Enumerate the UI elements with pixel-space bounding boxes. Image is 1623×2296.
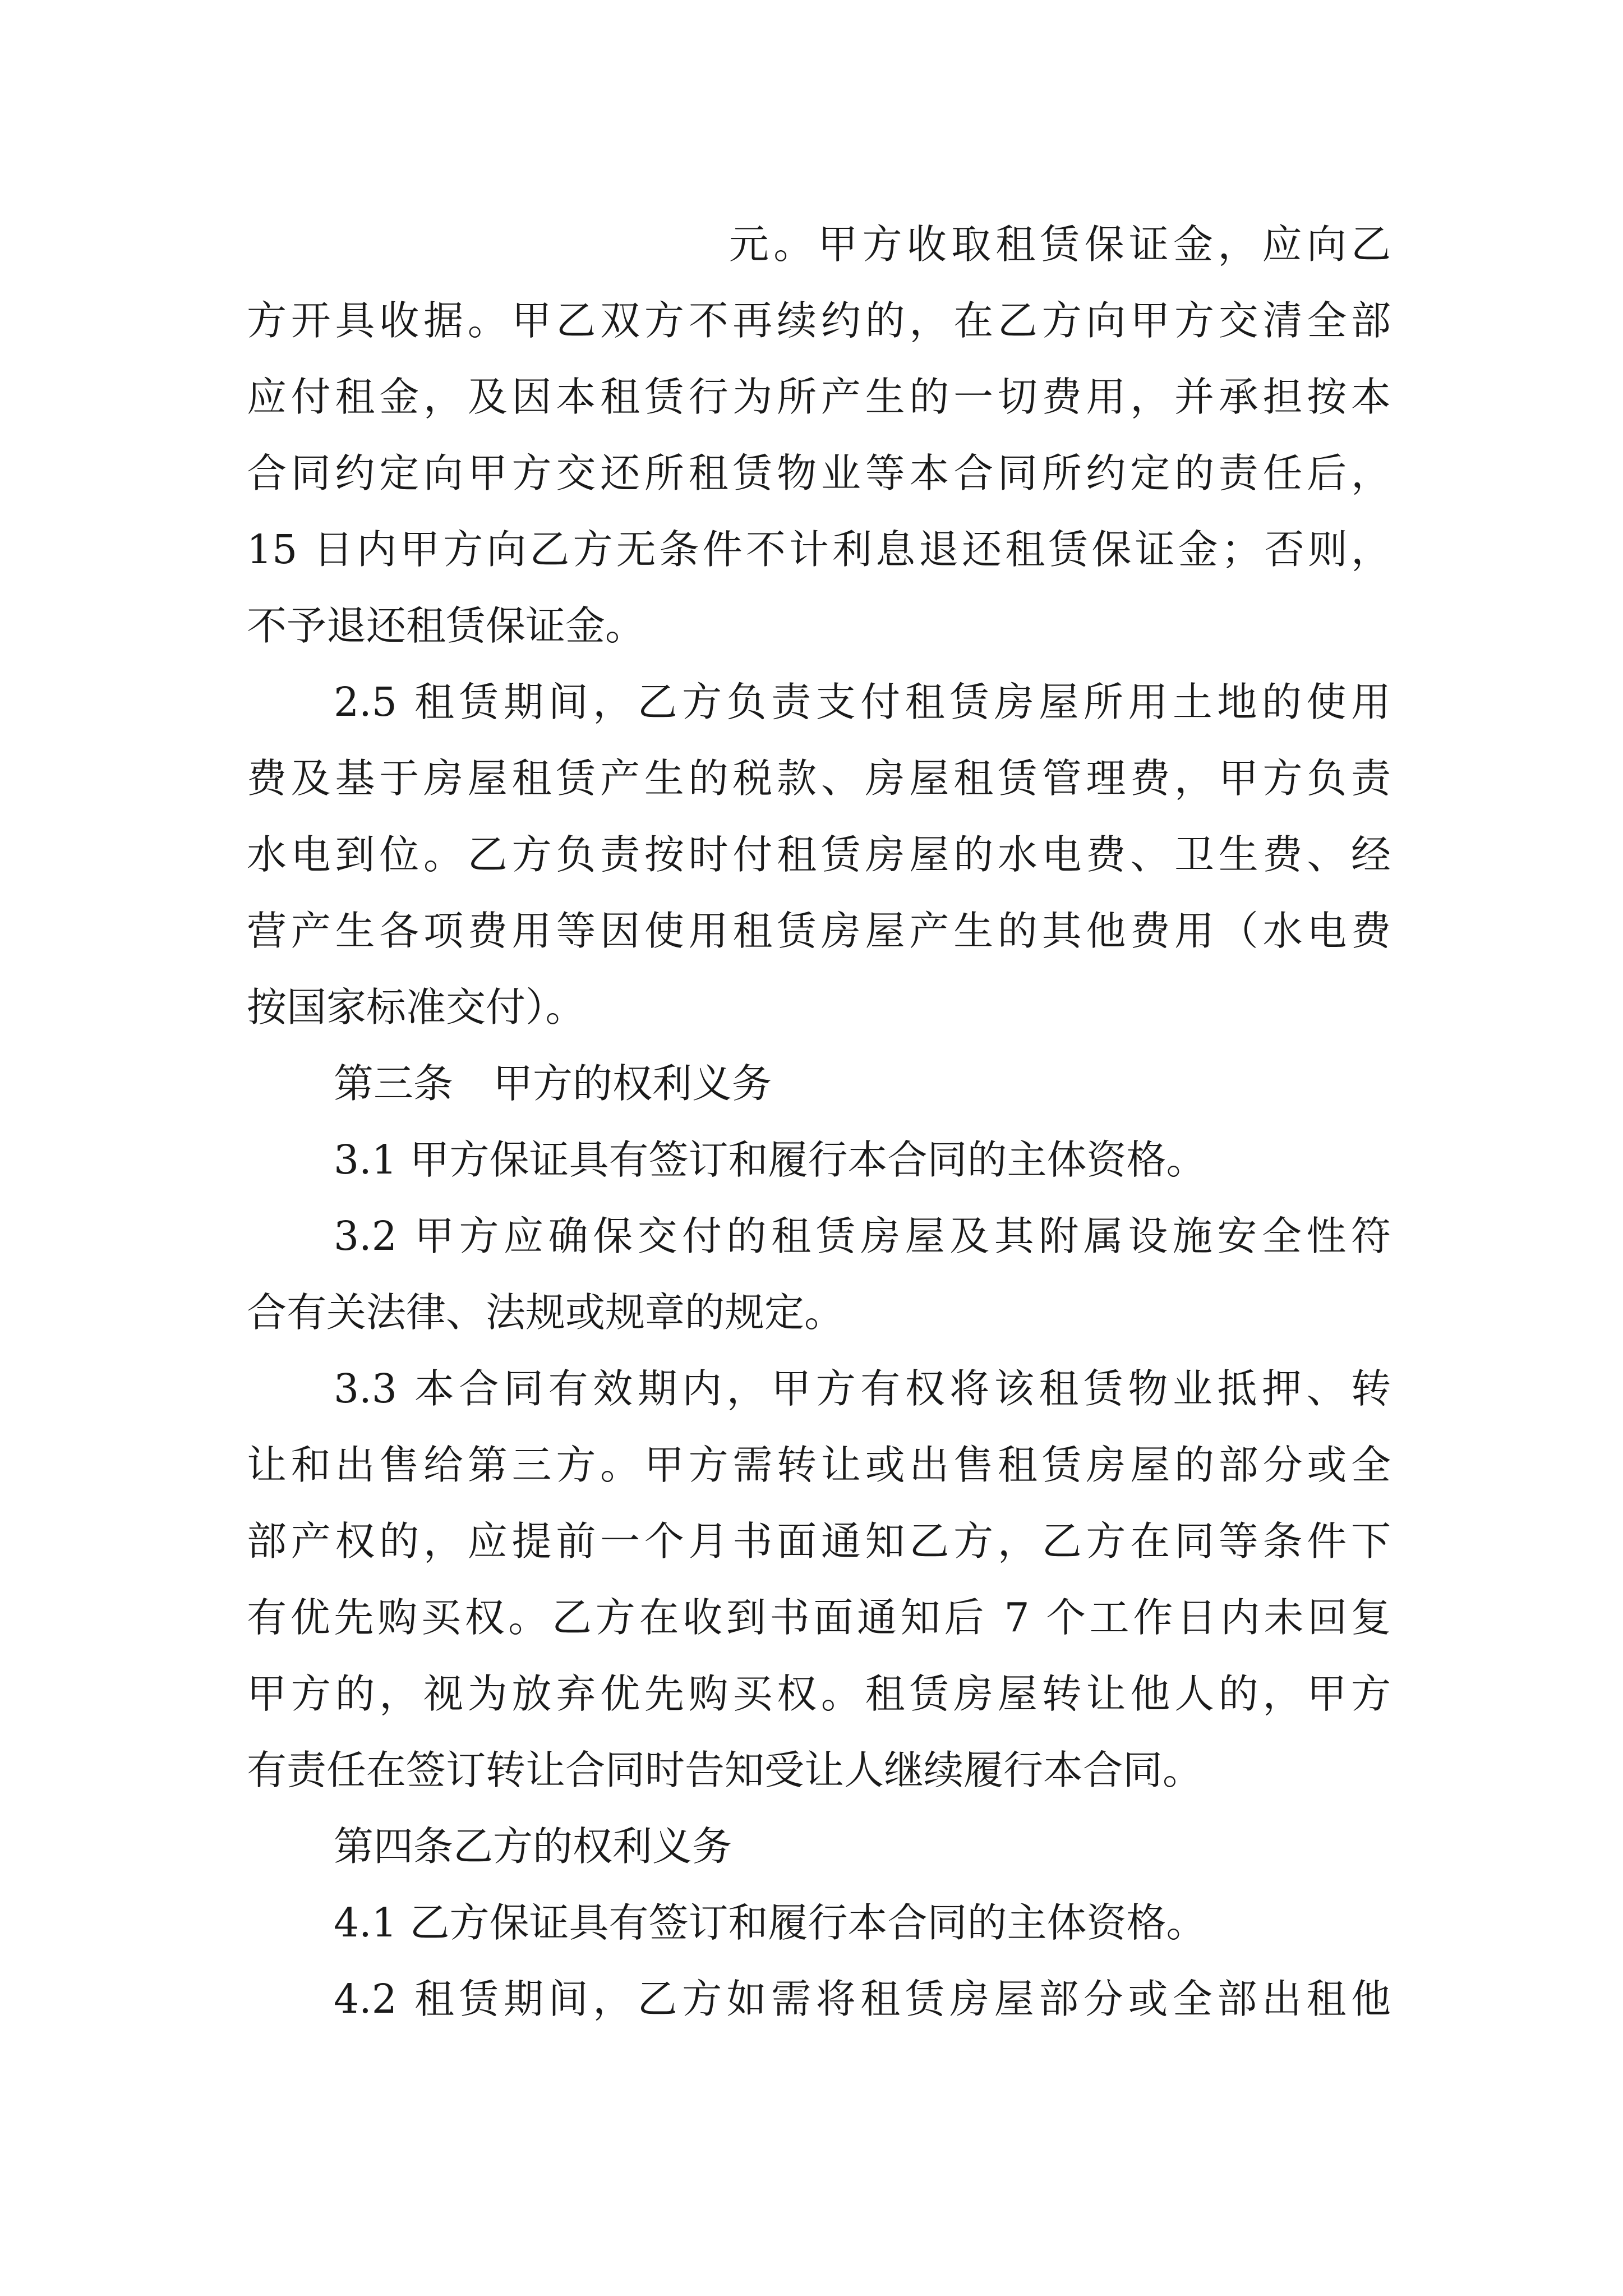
text-line: 水电到位。乙方负责按时付租赁房屋的水电费、卫生费、经: [247, 831, 1391, 878]
text-line: 不予退还租赁保证金。: [247, 602, 645, 649]
text-line: 4.2 租赁期间，乙方如需将租赁房屋部分或全部出租他: [334, 1976, 1391, 2022]
text-line: 按国家标准交付）。: [247, 984, 585, 1030]
text-line: 合有关法律、法规或规章的规定。: [247, 1289, 845, 1336]
text-line: 费及基于房屋租赁产生的税款、房屋租赁管理费，甲方负责: [247, 755, 1391, 802]
text-line: 有责任在签订转让合同时告知受让人继续履行本合同。: [247, 1747, 1203, 1793]
text-line: 应付租金，及因本租赁行为所产生的一切费用，并承担按本: [247, 374, 1391, 420]
text-line: 4.1 乙方保证具有签订和履行本合同的主体资格。: [334, 1899, 1206, 1946]
text-line: 2.5 租赁期间，乙方负责支付租赁房屋所用土地的使用: [334, 679, 1391, 725]
text-line: 甲方的，视为放弃优先购买权。租赁房屋转让他人的，甲方: [247, 1671, 1391, 1717]
text-line: 让和出售给第三方。甲方需转让或出售租赁房屋的部分或全: [247, 1442, 1391, 1488]
text-line: 3.1 甲方保证具有签订和履行本合同的主体资格。: [334, 1137, 1206, 1183]
text-line: 3.3 本合同有效期内，甲方有权将该租赁物业抵押、转: [334, 1365, 1391, 1412]
text-line: 营产生各项费用等因使用租赁房屋产生的其他费用（水电费: [247, 908, 1391, 954]
text-line: 方开具收据。甲乙双方不再续约的，在乙方向甲方交清全部: [247, 297, 1391, 344]
text-line: 元。甲方收取租赁保证金，应向乙: [729, 221, 1391, 268]
section-heading: 第三条 甲方的权利义务: [334, 1060, 772, 1107]
text-line: 有优先购买权。乙方在收到书面通知后 7 个工作日内未回复: [247, 1594, 1391, 1641]
text-line: 部产权的，应提前一个月书面通知乙方，乙方在同等条件下: [247, 1518, 1391, 1565]
text-line: 合同约定向甲方交还所租赁物业等本合同所约定的责任后，: [247, 450, 1391, 496]
text-line: 15 日内甲方向乙方无条件不计利息退还租赁保证金；否则，: [247, 526, 1391, 573]
text-line: 3.2 甲方应确保交付的租赁房屋及其附属设施安全性符: [334, 1213, 1391, 1259]
section-heading: 第四条乙方的权利义务: [334, 1823, 732, 1870]
